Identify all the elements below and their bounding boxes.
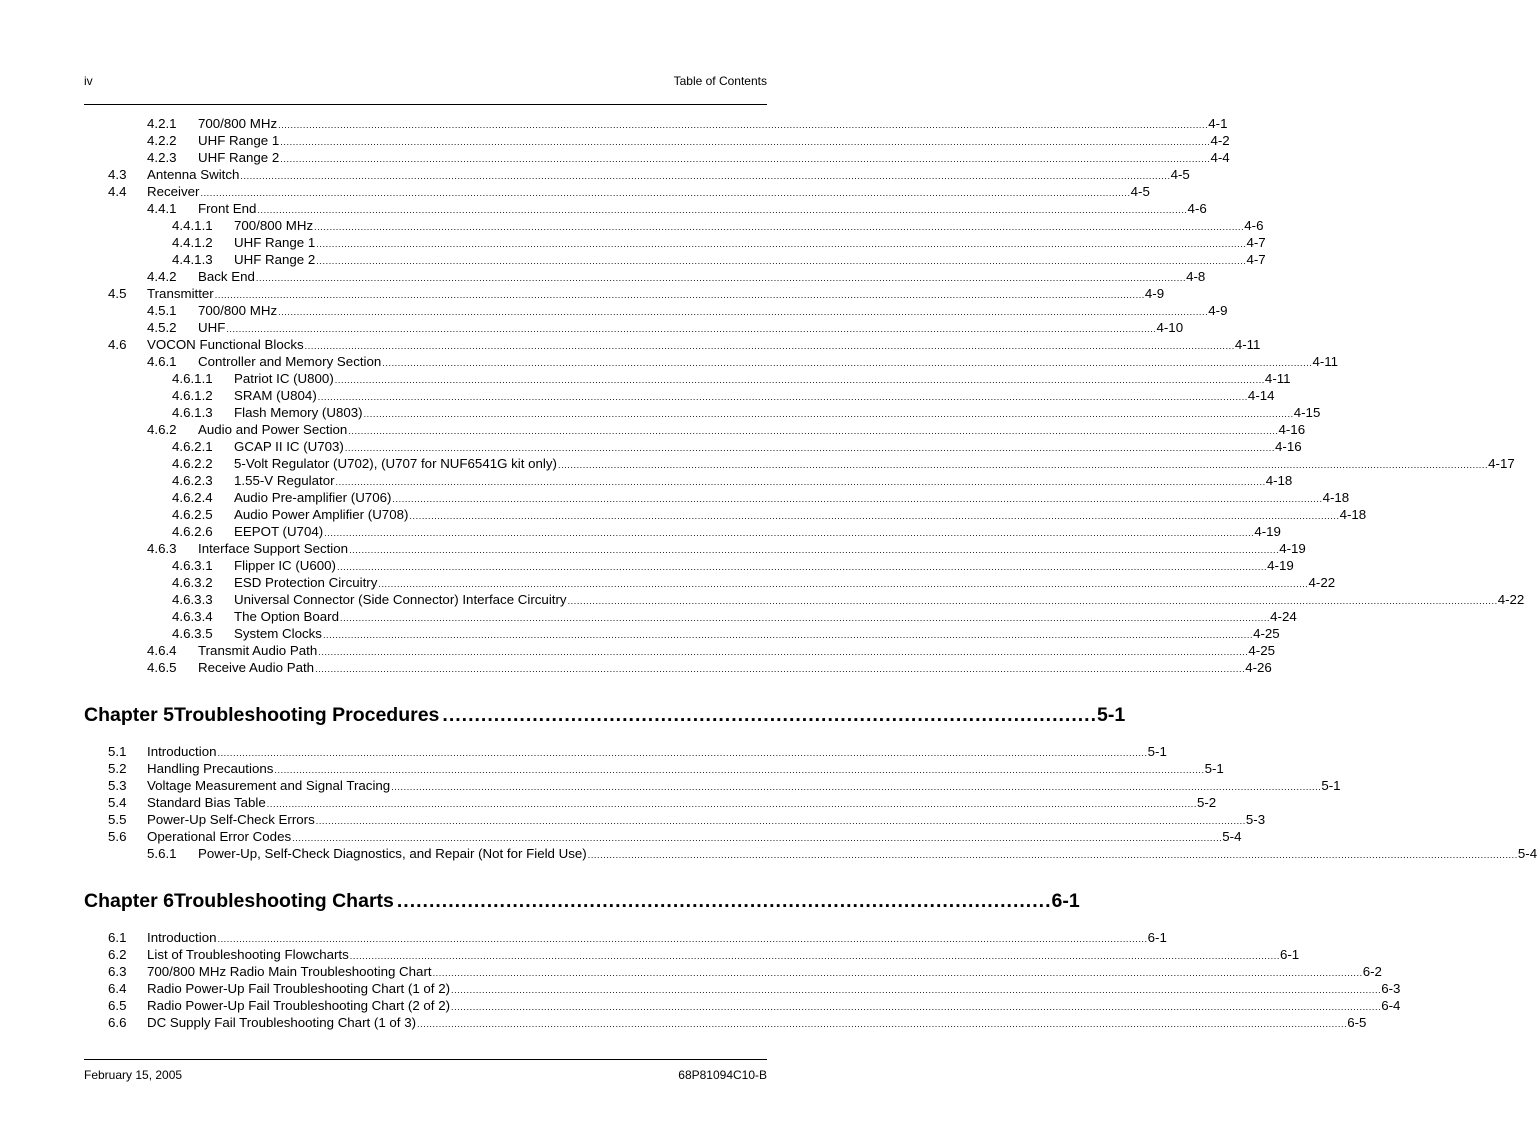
chapter-page: 5-1 [1097, 704, 1126, 726]
toc-entry[interactable] [0, 608, 1297, 625]
chapter-5-heading[interactable] [84, 704, 1126, 730]
toc-entry-page: 6-3 [1381, 981, 1401, 996]
toc-entry-number: 4.6.2.5 [172, 507, 213, 522]
toc-entry-number: 4.6.1.3 [172, 405, 213, 420]
toc-entry-page: 4-16 [1275, 439, 1302, 454]
toc-entry-page: 4-18 [1339, 507, 1367, 522]
toc-entry-page: 4-11 [1312, 354, 1339, 369]
toc-entry-number: 4.6.3.3 [172, 592, 213, 607]
toc-entry[interactable] [0, 285, 1165, 302]
leader-dots: ............................................................................................................................................................................................................................................................................................................ [451, 1002, 1382, 1012]
toc-entry[interactable] [0, 540, 1306, 557]
toc-entry-title: Antenna Switch [147, 167, 240, 182]
toc-entry-number: 5.2 [108, 761, 127, 776]
toc-entry-page: 4-19 [1279, 541, 1306, 556]
toc-entry[interactable] [0, 336, 1261, 353]
toc-entry-page: 4-8 [1186, 269, 1206, 284]
leader-dots: ............................................................................................................................................................................................................................................................................................................ [266, 799, 1197, 809]
toc-entry[interactable] [0, 557, 1294, 574]
toc-entry-page: 5-1 [1147, 744, 1167, 759]
chapter-page: 6-1 [1051, 890, 1080, 912]
leader-dots: ............................................................................................................................................................................................................................................................................................................ [304, 341, 1235, 351]
toc-entry-title: DC Supply Fail Troubleshooting Chart (1 of 3) [147, 1015, 417, 1030]
leader-dots: ............................................................................................................................................................................................................................................................................................................ [274, 765, 1205, 775]
leader-dots: ............................................................................................................................................................................................................................................................................................................ [317, 392, 1248, 402]
toc-entry-title: UHF Range 1 [234, 235, 316, 250]
toc-entry[interactable] [0, 980, 1401, 997]
chapter-title: Troubleshooting Procedures [173, 704, 440, 726]
toc-entry-number: 5.5 [108, 812, 127, 827]
toc-entry-number: 4.6.3 [147, 541, 177, 556]
header-rule [84, 104, 767, 105]
leader-dots: ............................................................................................................................................................................................................................................................................................................ [378, 579, 1309, 589]
toc-entry-number: 4.6.1 [147, 354, 177, 369]
toc-entry-number: 4.6.2.4 [172, 490, 213, 505]
toc-entry-title: Transmitter [147, 286, 214, 301]
toc-entry-title: 5-Volt Regulator (U702), (U707 for NUF6541G kit only) [234, 456, 557, 471]
toc-entry[interactable] [0, 760, 1224, 777]
toc-entry[interactable] [0, 319, 1184, 336]
toc-entry[interactable] [0, 166, 1190, 183]
leader-dots: ............................................................................................................................................................................................................................................................................................................ [292, 833, 1223, 843]
toc-entry-number: 4.2.3 [147, 150, 177, 165]
toc-entry-number: 5.1 [108, 744, 127, 759]
toc-entry-page: 4-19 [1267, 558, 1294, 573]
toc-entry-title: Voltage Measurement and Signal Tracing [147, 778, 391, 793]
leader-dots: ............................................................................................................................................................................................................................................................................................................ [409, 511, 1340, 521]
leader-dots: ............................................................................................................................................................................................................................................................................................................ [451, 985, 1382, 995]
leader-dots: ............................................................................................................................................................................................................................................................................................................ [557, 460, 1489, 470]
toc-entry[interactable] [0, 302, 1228, 319]
toc-entry[interactable] [0, 132, 1230, 149]
footer-date: February 15, 2005 [84, 1068, 183, 1082]
toc-entry-page: 4-19 [1254, 524, 1281, 539]
leader-dots: ............................................................................................................................................................................................................................................................................................................ [417, 1019, 1348, 1029]
toc-entry-number: 5.6 [108, 829, 127, 844]
toc-entry[interactable] [0, 404, 1321, 421]
leader-dots: ............................................................................................................................................................................................................................................................................................................ [240, 171, 1171, 181]
toc-entry[interactable] [0, 506, 1367, 523]
leader-dots: ............................................................................................................................................................................................................................................................................................................ [314, 222, 1245, 232]
leader-dots: ...................................................................................................... [442, 704, 1098, 726]
toc-entry-title: Power-Up, Self-Check Diagnostics, and Repair (Not for Field Use) [198, 846, 587, 861]
toc-entry[interactable] [0, 523, 1281, 540]
toc-entry-title: System Clocks [234, 626, 322, 641]
toc-entry-number: 4.6.1.2 [172, 388, 213, 403]
toc-block-chapter-4 [0, 115, 1525, 676]
toc-entry-page: 4-15 [1293, 405, 1321, 420]
toc-entry[interactable] [0, 794, 1217, 811]
toc-entry-title: Audio Power Amplifier (U708) [234, 507, 409, 522]
toc-entry-title: UHF Range 2 [198, 150, 280, 165]
toc-entry-number: 4.6.2.1 [172, 439, 213, 454]
toc-entry[interactable] [0, 200, 1207, 217]
leader-dots: ...................................................................................................... [396, 890, 1052, 912]
toc-entry-page: 4-25 [1253, 626, 1280, 641]
toc-entry-page: 6-4 [1381, 998, 1401, 1013]
toc-entry-page: 4-10 [1156, 320, 1184, 335]
toc-entry-title: Power-Up Self-Check Errors [147, 812, 315, 827]
toc-entry-title: Controller and Memory Section [198, 354, 382, 369]
toc-entry-title: UHF Range 2 [234, 252, 316, 267]
footer-doc-number: 68P81094C10-B [678, 1068, 767, 1082]
toc-entry[interactable] [0, 625, 1280, 642]
toc-entry-number: 4.6.1.1 [172, 371, 213, 386]
leader-dots: ............................................................................................................................................................................................................................................................................................................ [348, 426, 1279, 436]
toc-entry[interactable] [0, 183, 1150, 200]
toc-entry-number: 4.5 [108, 286, 127, 301]
toc-entry-number: 4.6.2.3 [172, 473, 213, 488]
toc-entry-page: 4-5 [1130, 184, 1150, 199]
toc-entry-number: 5.4 [108, 795, 127, 810]
toc-entry-number: 6.4 [108, 981, 127, 996]
section-title: Table of Contents [673, 74, 767, 88]
leader-dots: ............................................................................................................................................................................................................................................................................................................ [278, 120, 1209, 130]
toc-entry-title: 700/800 MHz Radio Main Troubleshooting Chart [147, 964, 432, 979]
toc-entry[interactable] [0, 642, 1276, 659]
toc-entry-page: 4-2 [1210, 133, 1230, 148]
toc-entry[interactable] [0, 115, 1228, 132]
toc-entry[interactable] [0, 455, 1515, 472]
toc-entry-page: 5-1 [1321, 778, 1341, 793]
toc-entry-title: 700/800 MHz [234, 218, 314, 233]
toc-entry-title: Flipper IC (U600) [234, 558, 336, 573]
leader-dots: ............................................................................................................................................................................................................................................................................................................ [392, 494, 1323, 504]
chapter-title: Troubleshooting Charts [173, 890, 394, 912]
toc-entry-page: 4-18 [1265, 473, 1293, 488]
toc-entry-page: 6-5 [1347, 1015, 1367, 1030]
leader-dots: ............................................................................................................................................................................................................................................................................................................ [217, 748, 1148, 758]
toc-entry-title: GCAP II IC (U703) [234, 439, 344, 454]
toc-entry-number: 4.4.1.3 [172, 252, 213, 267]
toc-entry-number: 6.1 [108, 930, 127, 945]
leader-dots: ............................................................................................................................................................................................................................................................................................................ [334, 375, 1265, 385]
toc-entry-title: Universal Connector (Side Connector) Interface Circuitry [234, 592, 567, 607]
toc-entry-title: Audio and Power Section [198, 422, 348, 437]
toc-entry-title: The Option Board [234, 609, 339, 624]
leader-dots: ............................................................................................................................................................................................................................................................................................................ [339, 613, 1271, 623]
toc-entry-page: 6-1 [1279, 947, 1300, 962]
toc-entry-number: 4.6.3.2 [172, 575, 213, 590]
toc-entry[interactable] [0, 1014, 1367, 1031]
toc-entry-title: Front End [198, 201, 257, 216]
chapter-label: Chapter 6 [84, 890, 174, 912]
toc-entry[interactable] [0, 574, 1336, 591]
leader-dots: ............................................................................................................................................................................................................................................................................................................ [363, 409, 1294, 419]
toc-entry-page: 4-26 [1245, 660, 1272, 675]
toc-block-chapter-5 [0, 743, 1537, 862]
toc-entry-number: 5.6.1 [147, 846, 177, 861]
toc-entry[interactable] [0, 828, 1242, 845]
leader-dots: ............................................................................................................................................................................................................................................................................................................ [324, 528, 1255, 538]
toc-entry[interactable] [0, 472, 1293, 489]
toc-entry-title: 700/800 MHz [198, 116, 278, 131]
toc-entry-page: 6-1 [1147, 930, 1167, 945]
leader-dots: ............................................................................................................................................................................................................................................................................................................ [278, 307, 1209, 317]
leader-dots: ............................................................................................................................................................................................................................................................................................................ [318, 647, 1249, 657]
toc-entry-number: 6.5 [108, 998, 127, 1013]
toc-entry-page: 4-1 [1208, 116, 1228, 131]
toc-entry[interactable] [0, 217, 1264, 234]
toc-entry-page: 4-16 [1278, 422, 1306, 437]
leader-dots: ............................................................................................................................................................................................................................................................................................................ [226, 324, 1157, 334]
toc-entry-title: UHF Range 1 [198, 133, 280, 148]
leader-dots: ............................................................................................................................................................................................................................................................................................................ [255, 273, 1187, 283]
toc-entry[interactable] [0, 370, 1291, 387]
toc-entry-title: UHF [198, 320, 226, 335]
leader-dots: ............................................................................................................................................................................................................................................................................................................ [336, 562, 1268, 572]
toc-entry-title: Audio Pre-amplifier (U706) [234, 490, 392, 505]
chapter-6-heading[interactable] [84, 890, 1080, 916]
toc-entry-page: 4-5 [1170, 167, 1190, 182]
toc-entry-page: 4-22 [1497, 592, 1525, 607]
toc-entry-page: 5-3 [1245, 812, 1266, 827]
toc-entry-title: Operational Error Codes [147, 829, 292, 844]
leader-dots: ............................................................................................................................................................................................................................................................................................................ [257, 205, 1188, 215]
toc-entry-title: Flash Memory (U803) [234, 405, 363, 420]
leader-dots: ............................................................................................................................................................................................................................................................................................................ [344, 443, 1276, 453]
toc-entry-title: Back End [198, 269, 255, 284]
toc-entry-page: 4-24 [1270, 609, 1297, 624]
leader-dots: ............................................................................................................................................................................................................................................................................................................ [315, 664, 1246, 674]
toc-entry-number: 4.6.2.2 [172, 456, 213, 471]
leader-dots: ............................................................................................................................................................................................................................................................................................................ [315, 816, 1246, 826]
toc-entry-title: Introduction [147, 744, 217, 759]
toc-entry-title: Receiver [147, 184, 200, 199]
toc-entry-page: 4-7 [1246, 252, 1266, 267]
toc-entry-title: 1.55-V Regulator [234, 473, 335, 488]
toc-entry-page: 4-6 [1187, 201, 1207, 216]
toc-entry-page: 4-4 [1210, 150, 1230, 165]
leader-dots: ............................................................................................................................................................................................................................................................................................................ [316, 239, 1247, 249]
toc-entry[interactable] [0, 149, 1230, 166]
toc-entry-title: EEPOT (U704) [234, 524, 324, 539]
leader-dots: ............................................................................................................................................................................................................................................................................................................ [322, 630, 1254, 640]
toc-entry[interactable] [0, 387, 1275, 404]
toc-entry-page: 4-14 [1247, 388, 1275, 403]
leader-dots: ............................................................................................................................................................................................................................................................................................................ [391, 782, 1322, 792]
leader-dots: ............................................................................................................................................................................................................................................................................................................ [316, 256, 1247, 266]
toc-entry-number: 4.6.4 [147, 643, 177, 658]
toc-entry-page: 5-1 [1204, 761, 1224, 776]
toc-entry[interactable] [0, 929, 1167, 946]
leader-dots: ............................................................................................................................................................................................................................................................................................................ [217, 934, 1148, 944]
toc-entry[interactable] [0, 811, 1266, 828]
chapter-label: Chapter 5 [84, 704, 174, 726]
toc-entry[interactable] [0, 591, 1525, 608]
toc-entry-title: Standard Bias Table [147, 795, 266, 810]
toc-entry[interactable] [0, 997, 1401, 1014]
toc-entry-title: Receive Audio Path [198, 660, 315, 675]
toc-entry-title: VOCON Functional Blocks [147, 337, 304, 352]
toc-entry-number: 4.6 [108, 337, 127, 352]
toc-entry-number: 4.3 [108, 167, 127, 182]
toc-entry-page: 4-7 [1246, 235, 1266, 250]
toc-entry-number: 5.3 [108, 778, 127, 793]
toc-entry-title: Introduction [147, 930, 217, 945]
footer-rule [84, 1059, 767, 1060]
toc-entry[interactable] [0, 845, 1537, 862]
toc-entry-page: 5-4 [1517, 846, 1537, 861]
toc-entry-number: 4.2.1 [147, 116, 177, 131]
toc-entry-number: 6.3 [108, 964, 127, 979]
toc-entry[interactable] [0, 777, 1341, 794]
toc-entry-number: 4.6.3.5 [172, 626, 213, 641]
toc-entry-number: 4.5.2 [147, 320, 177, 335]
toc-entry-title: Transmit Audio Path [198, 643, 318, 658]
toc-entry-number: 4.6.2.6 [172, 524, 213, 539]
toc-entry-title: Interface Support Section [198, 541, 349, 556]
toc-entry-number: 6.2 [108, 947, 127, 962]
toc-entry-title: Handling Precautions [147, 761, 274, 776]
toc-entry[interactable] [0, 946, 1300, 963]
toc-entry-number: 4.6.5 [147, 660, 177, 675]
toc-entry-title: Patriot IC (U800) [234, 371, 334, 386]
toc-entry-title: Radio Power-Up Fail Troubleshooting Chart (1 of 2) [147, 981, 451, 996]
toc-entry-number: 4.6.2 [147, 422, 177, 437]
toc-entry-number: 4.4.1.2 [172, 235, 213, 250]
toc-entry-page: 4-25 [1248, 643, 1276, 658]
toc-entry-number: 4.6.3.4 [172, 609, 213, 624]
toc-entry-page: 5-4 [1222, 829, 1242, 844]
leader-dots: ............................................................................................................................................................................................................................................................................................................ [349, 951, 1280, 961]
leader-dots: ............................................................................................................................................................................................................................................................................................................ [214, 290, 1145, 300]
toc-block-chapter-6 [0, 929, 1401, 1031]
toc-entry[interactable] [0, 659, 1272, 676]
leader-dots: ............................................................................................................................................................................................................................................................................................................ [382, 358, 1313, 368]
toc-entry-page: 4-11 [1264, 371, 1291, 386]
toc-entry-page: 4-9 [1144, 286, 1165, 301]
toc-entry-number: 4.4.1 [147, 201, 177, 216]
toc-entry-page: 4-9 [1208, 303, 1228, 318]
toc-entry[interactable] [0, 353, 1339, 370]
toc-entry-page: 4-18 [1322, 490, 1350, 505]
toc-entry[interactable] [0, 268, 1206, 285]
leader-dots: ............................................................................................................................................................................................................................................................................................................ [432, 968, 1363, 978]
toc-entry[interactable] [0, 743, 1167, 760]
toc-entry-page: 4-11 [1234, 337, 1261, 352]
toc-entry-page: 6-2 [1362, 964, 1382, 979]
leader-dots: ............................................................................................................................................................................................................................................................................................................ [200, 188, 1131, 198]
toc-entry[interactable] [0, 438, 1302, 455]
toc-entry-number: 4.4 [108, 184, 127, 199]
leader-dots: ............................................................................................................................................................................................................................................................................................................ [349, 545, 1280, 555]
toc-entry-page: 5-2 [1196, 795, 1217, 810]
toc-entry-number: 4.4.1.1 [172, 218, 213, 233]
leader-dots: ............................................................................................................................................................................................................................................................................................................ [280, 154, 1211, 164]
toc-entry-number: 4.2.2 [147, 133, 177, 148]
toc-entry-number: 6.6 [108, 1015, 127, 1030]
toc-entry-title: 700/800 MHz [198, 303, 278, 318]
toc-entry-title: ESD Protection Circuitry [234, 575, 378, 590]
toc-entry-number: 4.6.3.1 [172, 558, 213, 573]
toc-entry[interactable] [0, 489, 1350, 506]
toc-entry-number: 4.5.1 [147, 303, 177, 318]
toc-entry-page: 4-22 [1308, 575, 1336, 590]
toc-entry[interactable] [0, 234, 1266, 251]
toc-entry-title: SRAM (U804) [234, 388, 317, 403]
toc-entry-title: List of Troubleshooting Flowcharts [147, 947, 349, 962]
toc-entry[interactable] [0, 421, 1306, 438]
leader-dots: ............................................................................................................................................................................................................................................................................................................ [587, 850, 1518, 860]
toc-entry-page: 4-17 [1488, 456, 1515, 471]
toc-entry[interactable] [0, 963, 1382, 980]
toc-entry-title: Radio Power-Up Fail Troubleshooting Chart (2 of 2) [147, 998, 451, 1013]
leader-dots: ............................................................................................................................................................................................................................................................................................................ [335, 477, 1266, 487]
toc-entry[interactable] [0, 251, 1266, 268]
page-label: iv [84, 74, 93, 88]
leader-dots: ............................................................................................................................................................................................................................................................................................................ [567, 596, 1498, 606]
leader-dots: ............................................................................................................................................................................................................................................................................................................ [280, 137, 1211, 147]
toc-entry-page: 4-6 [1244, 218, 1264, 233]
toc-entry-number: 4.4.2 [147, 269, 177, 284]
